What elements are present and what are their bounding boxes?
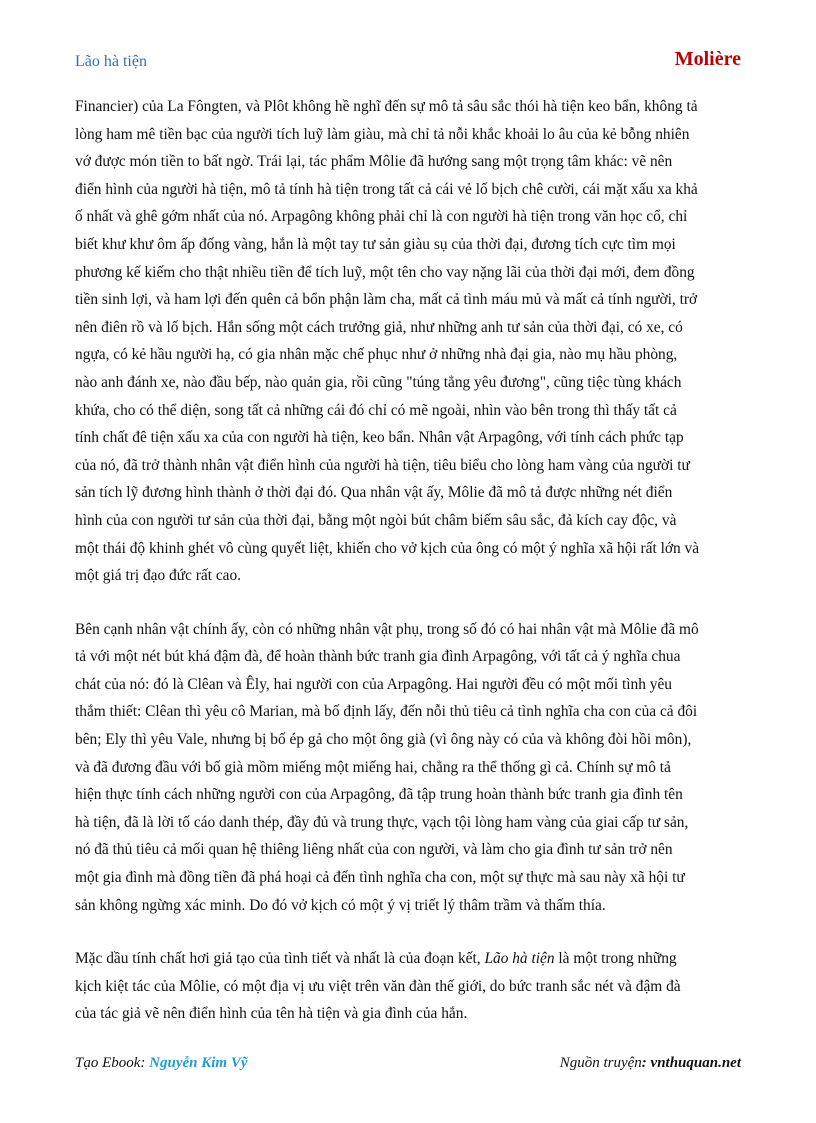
paragraph-line: tính chất đê tiện xấu xa của con người hà tiện, keo bẩn. Nhân vật Arpagông, với tính cách phức tạp (75, 429, 684, 447)
paragraph-line: nào anh đánh xe, nào đầu bếp, nào quản gia, rồi cũng "túng tẳng yêu đương", cũng tiệc tùng khách (75, 373, 682, 391)
paragraph-line: sản không ngừng xác minh. Do đó vở kịch có một ý vị triết lý thâm trầm và thấm thía. (75, 896, 606, 914)
paragraph-line: một thái độ khinh ghét vô cùng quyết liệt, khiến cho vở kịch của ông có một ý nghĩa xã hội rất lớn và (75, 539, 700, 557)
source-credit (560, 1055, 741, 1072)
paragraph-line: hiện thực tính cách những người con của Arpagông, đã tập trung hoàn thành bức tranh gia đình tên (75, 786, 683, 804)
paragraph-line: của tác giả vẽ nên điển hình của tên hà tiện và gia đình của hắn. (75, 1005, 468, 1023)
paragraph-line: chát của nó: đó là Clêan và Êly, hai người con của Arpagông. Hai người đều có một mối tình yêu (75, 675, 672, 693)
text-run: là một trong những (554, 950, 677, 968)
book-title: Lão hà tiện (75, 53, 147, 70)
paragraph-line: một gia đình mà đồng tiền đã phá hoại cả đến tình nghĩa cha con, một sự thực mà sau này xã hội tư (75, 869, 685, 887)
page-header (75, 48, 741, 78)
paragraph-3 (75, 945, 743, 1028)
paragraph-line: ố nhất và ghê gớm nhất của nó. Arpagông không phải chỉ là con người hà tiện trong văn học cổ, chỉ (75, 208, 688, 226)
paragraph-line: kịch kiệt tác của Môlie, có một địa vị ưu việt trên văn đàn thế giới, do bức tranh sắc nét và đậm đà (75, 977, 681, 995)
paragraph-line (75, 945, 743, 973)
source-site: vnthuquan.net (650, 1055, 741, 1071)
paragraph-line: biết khư khư ôm ấp đống vàng, hắn là một tay tư sản giàu sụ của thời đại, đương tích cực tìm mọi (75, 235, 676, 253)
paragraph-line: ngựa, có kẻ hầu người hạ, có gia nhân mặc chế phục như ở những nhà đại gia, nào mụ hầu phòng, (75, 346, 678, 364)
paragraph-line: bên; Ely thì yêu Vale, nhưng bị bố ép gả cho một ông già (vì ông này có của và không đòi hồi môn), (75, 731, 692, 749)
paragraph-line: một giá trị đạo đức rất cao. (75, 567, 242, 585)
paragraph-line: Bên cạnh nhân vật chính ấy, còn có những nhân vật phụ, trong số đó có hai nhân vật mà Môlie đã mô (75, 620, 699, 638)
paragraph-line: điển hình của người hà tiện, mô tả tính hà tiện trong tất cả cái vẻ lố bịch chê cười, cái mặt xấu xa khả (75, 180, 698, 198)
paragraph-line: hà tiện, đã là lời tố cáo danh thép, đầy đủ và trung thực, vạch tội lòng ham vàng của giai cấp tư sản, (75, 813, 689, 831)
paragraph-1 (75, 93, 743, 590)
paragraph-line: nên điên rồ và lố bịch. Hắn sống một cách trưởng giả, như những anh tư sản của thời đại, có xe, có (75, 318, 683, 336)
paragraph-line: khứa, cho có thể diện, song tất cả những cái đó chỉ có mẽ ngoài, nhìn vào bên trong thì thấy tất cả (75, 401, 677, 419)
ebook-credit (75, 1055, 248, 1072)
author-name: Molière (674, 48, 741, 70)
ebook-author: Nguyễn Kim Vỹ (149, 1055, 248, 1071)
paragraph-2 (75, 616, 743, 920)
page-body (75, 93, 743, 1028)
ebook-label: Tạo Ebook (75, 1055, 141, 1071)
paragraph-line: hình của con người tư sản của thời đại, bằng một ngòi bút châm biếm sâu sắc, đả kích cay độc, và (75, 511, 677, 529)
paragraph-line: Financier) của La Fôngten, và Plôt không hề nghĩ đến sự mô tả sâu sắc thói hà tiện keo bẩn, không tả (75, 98, 698, 115)
source-separator: : (641, 1055, 651, 1071)
paragraph-line: thắm thiết: Clêan thì yêu cô Marian, mà bố định lấy, đến nỗi thủ tiêu cả tình nghĩa cha con của cả đôi (75, 703, 698, 721)
ebook-separator: : (140, 1055, 150, 1071)
book-title-italic: Lão hà tiện (484, 950, 555, 968)
paragraph-line: tiền sinh lợi, và ham lợi đến quên cả bổn phận làm cha, mất cả tình máu mủ và mất cả tính người, trở (75, 291, 698, 309)
source-label: Nguồn truyện (559, 1055, 642, 1071)
paragraph-line: vớ được món tiền to bất ngờ. Trái lại, tác phẩm Môlie đã hướng sang một trọng tâm khác: vẽ nên (75, 153, 673, 171)
paragraph-line: nó đã thủ tiêu cả mối quan hệ thiêng liêng nhất của con người, và làm cho gia đình tư sản trở nên (75, 841, 673, 859)
paragraph-line: sản tích lỹ đương hình thành ở thời đại đó. Qua nhân vật ấy, Môlie đã mô tả được những nét điển (75, 484, 673, 502)
paragraph-line: tả với một nét bút khá đậm đà, để hoàn thành bức tranh gia đình Arpagông, với tất cả ý nghĩa chua (75, 648, 681, 666)
paragraph-line: và đã đương đầu với bố già mồm miếng một miếng hai, chẳng ra thể thống gì cả. Chính sự mô tả (75, 758, 671, 776)
paragraph-line: lòng ham mê tiền bạc của người tích luỹ làm giàu, mà chỉ tả nỗi khắc khoải lo âu của kẻ bỗng nhiên (75, 125, 690, 143)
paragraph-line: phương kế kiếm cho thật nhiều tiền để tích luỹ, một tên cho vay nặng lãi của thời đại mới, đem đồng (75, 263, 695, 281)
paragraph-line: của nó, đã trở thành nhân vật điển hình của người hà tiện, tiêu biểu cho lòng ham vàng của người tư (75, 456, 690, 474)
text-run: Mặc dầu tính chất hơi giả tạo của tình tiết và nhất là của đoạn kết, (75, 950, 485, 968)
